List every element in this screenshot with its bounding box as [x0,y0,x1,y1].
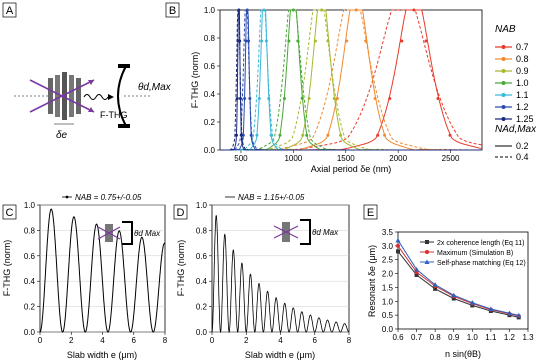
plot-e-xtick: 0.7 [411,333,423,342]
plot-e-ytick: 0.5 [381,311,393,321]
plot-c-ytick: 0.8 [23,226,35,236]
svg-text:θd Max: θd Max [312,228,339,237]
slab-stack [48,72,81,120]
plot-e-xtick: 1.1 [485,333,497,342]
panel-e [364,205,534,359]
plot-c-title [62,193,142,202]
legend-b-label-1.1: 1.1 [516,90,529,100]
plot-b-marker-0.9 [308,97,311,100]
plot-b-marker-0.7 [388,97,391,100]
plot-e-xtick: 1.2 [503,333,515,342]
plot-b-marker-1.1 [258,97,261,100]
plot-d-ytick: 0.6 [195,251,207,261]
plot-b-marker-1.2 [244,39,247,42]
plot-b-series-0.7-dashed [220,10,482,150]
plot-b-marker-0.8 [345,39,348,42]
plot-c-ylabel: F-THG (norm) [2,239,12,297]
plot-b-marker-0.7 [424,39,427,42]
plot-c-curve [40,209,165,332]
plot-b-series-1.2-solid [220,10,482,150]
panel-a-label: A [5,5,14,17]
plot-b-series-1.1-dashed [220,10,482,150]
plot-b-series-1.0-dashed [220,10,482,150]
legend-e-label: Self-phase matching (Eq 12) [437,260,526,267]
plot-b-marker-0.8 [326,134,329,137]
theta-label: θd,Max [138,82,171,93]
plot-d-xtick: 0 [209,336,215,345]
plot-b-marker-1.0 [301,97,304,100]
plot-e-ytick: 0.0 [381,325,393,334]
plot-e-ytick: 2.5 [381,255,393,265]
plot-d-inset [274,220,339,244]
plot-b-ytick: 0.0 [203,146,215,155]
legend-b-marker-1.0 [502,81,506,85]
plot-b-frame [220,10,482,150]
svg-text:θd Max: θd Max [134,229,161,238]
panel-c-label: C [5,207,14,219]
legend-style-dashed: 0.4 [516,152,529,162]
svg-text:NAB = 1.15+/-0.05: NAB = 1.15+/-0.05 [238,193,305,202]
legend-b-label-0.8: 0.8 [516,54,529,64]
plot-e-marker-triangle [396,238,401,243]
legend-b-marker-0.8 [502,57,506,61]
plot-b-series-0.9-solid [220,10,482,150]
plot-b-series-0.8-solid [220,10,482,150]
plot-e-xlabel: n sin(θB) [444,349,482,359]
plot-b-series-1.1-solid [220,10,482,150]
plot-b-ytick: 0.6 [203,62,215,71]
legend-b-label-0.9: 0.9 [516,66,529,76]
plot-e-xtick: 0.8 [429,333,441,342]
panel-b [166,3,536,174]
plot-e-xtick: 0.6 [392,333,404,342]
plot-c-inset [98,222,161,244]
thg-wave [84,95,108,100]
plot-b-series-0.7-solid [220,10,482,150]
legend-e-marker [425,250,429,254]
legend-b-marker-0.9 [502,69,506,73]
plot-b-series-1.25-solid [220,10,482,150]
legend-b-title2: NAd,Max [495,124,536,135]
plot-b-marker-0.8 [374,97,377,100]
plot-b-series-0.8-dashed [220,10,482,150]
plot-b-marker-0.7 [449,134,452,137]
plot-e-xtick: 0.9 [448,333,460,342]
plot-d-xtick: 2 [244,336,249,345]
plot-b-ylabel: F-THG (norm) [190,51,200,109]
plot-c-xtick: 6 [131,336,136,345]
plot-b-marker-1.2 [243,97,246,100]
plot-b-marker-0.9 [314,39,317,42]
de-label: δe [56,130,68,141]
plot-b-series-1.0-solid [220,10,482,150]
plot-e-ytick: 2.0 [381,269,393,279]
legend-e-label: 2x coherence length (Eq 11) [437,240,525,247]
plot-c-ytick: 0.6 [23,251,35,261]
plot-b-marker-1.0 [305,134,308,137]
legend-b-title: NAB [495,24,516,35]
plot-b-xlabel: Axial period δe (nm) [310,164,392,174]
legend-b-label-1.2: 1.2 [516,102,529,112]
plot-b-xtick: 1500 [336,154,355,163]
plot-c-xtick: 8 [162,336,168,345]
plot-b-xtick: 1000 [284,154,303,163]
plot-b-xtick: 500 [234,154,248,163]
plot-b-ytick: 1.0 [203,6,215,15]
plot-d-ytick: 0.0 [195,328,207,337]
plot-b-marker-0.8 [383,134,386,137]
plot-b-marker-0.9 [333,97,336,100]
legend-b-marker-1.2 [502,105,506,109]
plot-c-ytick: 0.0 [23,328,35,337]
plot-c-xtick: 0 [37,336,43,345]
plot-b-marker-0.7 [376,134,379,137]
plot-d-title [225,193,305,202]
legend-style-solid: 0.2 [516,141,529,151]
plot-d-ylabel: F-THG (norm) [176,239,186,297]
legend-b-label-0.7: 0.7 [516,42,529,52]
plot-c-xtick: 2 [69,336,74,345]
plot-b-xtick: 2000 [389,154,408,163]
legend-b-marker-0.7 [502,45,506,49]
plot-e-ytick: 3.5 [381,228,393,237]
panel-d [174,193,352,360]
plot-b-marker-0.9 [301,134,304,137]
legend-e-label: Maximum (Simulation B) [437,250,514,257]
plot-d-xtick: 6 [312,336,317,345]
plot-c-xtick: 4 [100,336,105,345]
plot-b-marker-1.0 [283,97,286,100]
plot-d-ytick: 0.2 [195,302,207,312]
plot-e-xtick: 1.0 [466,333,478,342]
panel-e-label: E [366,207,375,219]
plot-b-marker-1.1 [260,39,263,42]
plot-e-ytick: 3.0 [381,241,393,251]
panel-a [3,3,172,141]
plot-b-legend [495,24,536,162]
fthg-label: F-THG [100,110,128,120]
panel-d-label: D [176,207,185,219]
plot-b-ytick: 0.8 [203,34,215,43]
plot-b-marker-1.25 [235,134,238,137]
plot-b-marker-0.7 [400,39,403,42]
plot-d-xlabel: Slab width e (μm) [244,350,316,360]
legend-b-label-1.0: 1.0 [516,78,529,88]
legend-b-marker-1.1 [502,93,506,97]
legend-b-label-1.25: 1.25 [516,114,534,124]
svg-text:NAB = 0.75+/-0.05: NAB = 0.75+/-0.05 [75,193,142,202]
plot-c-ytick: 0.4 [23,277,35,287]
plot-e-ytick: 1.0 [381,297,393,307]
plot-c-xlabel: Slab width e (μm) [66,350,138,360]
plot-c-ytick: 1.0 [23,201,35,210]
plot-b-xtick: 2500 [441,154,460,163]
plot-e-legend [420,240,526,267]
panel-c [2,193,168,360]
plot-e-marker-circle [396,244,400,248]
plot-b-marker-1.0 [278,134,281,137]
plot-d-xtick: 8 [346,336,352,345]
plot-e-ylabel: Resonant δe (μm) [367,244,377,318]
panel-b-label: B [168,5,177,17]
plot-d-ytick: 0.4 [195,277,207,287]
legend-b-marker-1.25 [502,117,506,121]
plot-b-ytick: 0.4 [203,90,215,99]
plot-b-marker-1.2 [250,134,253,137]
plot-b-marker-1.1 [255,134,258,137]
plot-b-ytick: 0.2 [203,118,215,127]
plot-e-ytick: 1.5 [381,283,393,293]
plot-d-ytick: 0.8 [195,226,207,236]
plot-e-marker-square [396,249,400,253]
plot-b-series-1.25-dashed [220,10,482,150]
plot-e-xtick: 1.3 [522,333,534,342]
plot-b-marker-1.0 [287,39,290,42]
plot-b-marker-0.9 [339,134,342,137]
plot-b-series-1.2-dashed [220,10,482,150]
legend-e-marker [425,240,429,244]
plot-d-ytick: 1.0 [195,201,207,210]
plot-d-xtick: 4 [278,336,283,345]
plot-b-marker-0.7 [436,97,439,100]
plot-b-series-0.9-dashed [220,10,482,150]
plot-c-ytick: 0.2 [23,302,35,312]
